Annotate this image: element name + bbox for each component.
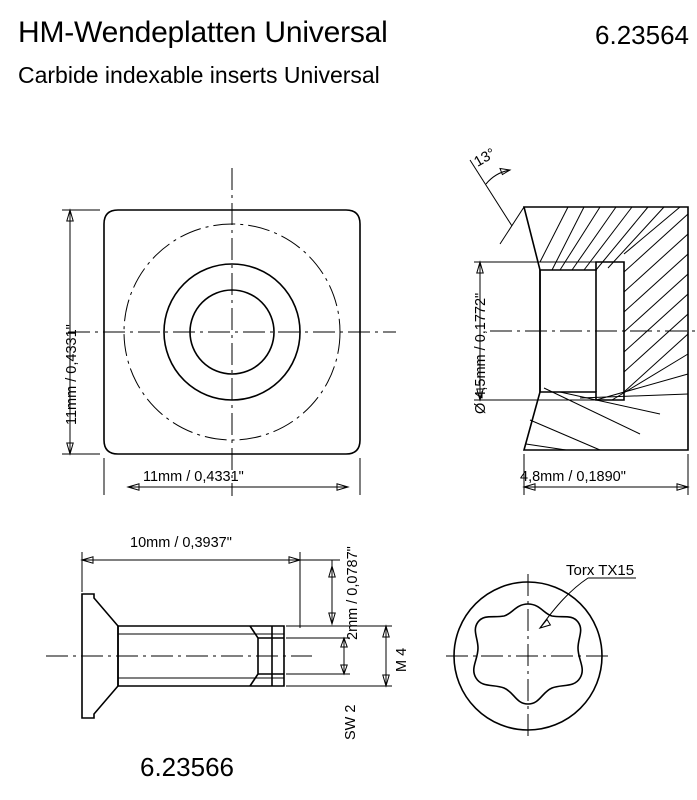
torx-end-view [446, 574, 636, 738]
screw-article-number: 6.23566 [140, 752, 234, 782]
dim-label-insert-height: 11mm / 0,4331" [64, 324, 80, 425]
dim-label-insert-thickness: 4,8mm / 0,1890" [520, 469, 626, 485]
section-hatching-upper [540, 207, 688, 312]
dim-label-head-height: 2mm / 0,0787" [345, 546, 361, 640]
screw-side-view [46, 594, 312, 718]
dim-label-bore-diameter: Ø 4,5mm / 0,1772" [473, 292, 489, 414]
section-hatching-lower [526, 274, 688, 450]
page-title-de: HM-Wendeplatten Universal [18, 16, 388, 49]
article-number: 6.23564 [595, 20, 689, 50]
dim-screw-details [286, 560, 392, 686]
dim-label-across-flats: SW 2 [343, 704, 359, 740]
dim-screw-length [82, 552, 300, 628]
insert-section-view [490, 207, 697, 450]
torx-callout-label: Torx TX15 [566, 562, 635, 579]
dim-chamfer-angle [470, 160, 524, 244]
dim-label-chamfer-angle: 13° [471, 145, 499, 171]
page-title-en: Carbide indexable inserts Universal [18, 62, 380, 88]
dim-label-screw-length: 10mm / 0,3937" [130, 535, 232, 551]
dim-label-insert-width: 11mm / 0,4331" [143, 469, 244, 485]
insert-top-view [68, 168, 396, 496]
dim-label-thread-size: M 4 [394, 647, 410, 672]
